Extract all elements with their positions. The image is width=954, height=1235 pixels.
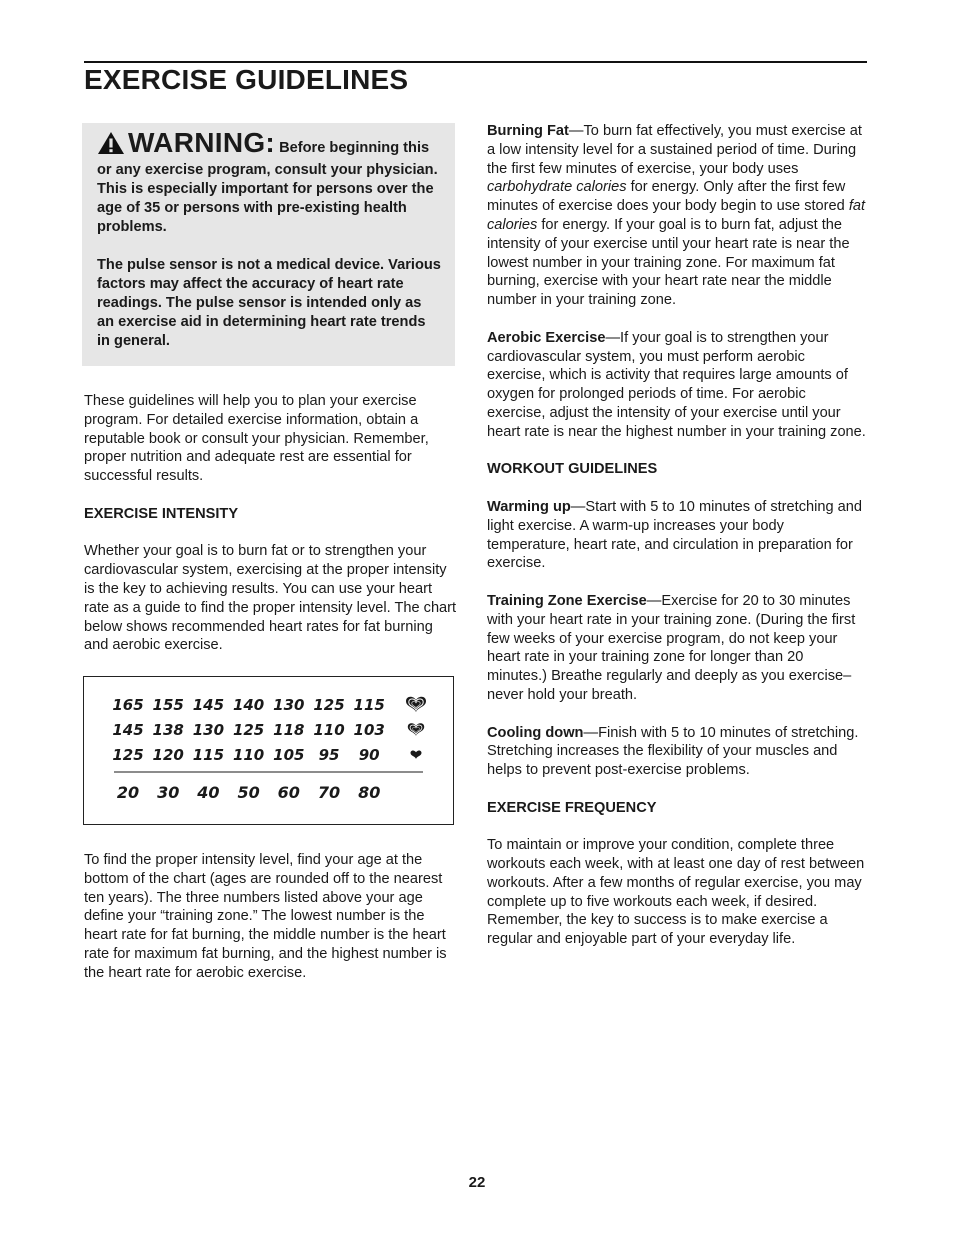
heart-rate-value: 90 — [358, 746, 380, 764]
warming-up-text: —Start with 5 to 10 minutes of stretching and light exercise. A warm-up increases your body temperature, heart rate, and circulation in preparation for exercise. — [487, 498, 862, 572]
heart-rate-value: 125 — [112, 746, 144, 764]
heart-rate-value: 130 — [192, 721, 225, 739]
warning-label: WARNING: — [128, 127, 276, 158]
page-title: EXERCISE GUIDELINES — [84, 64, 409, 95]
heart-small-icon — [411, 750, 422, 758]
cooling-down-lead: Cooling down — [487, 724, 584, 741]
aerobic-text: —If your goal is to strengthen your cardiovascular system, you must perform aerobic exercise, which is activity that requires large amounts of oxygen for prolonged periods of time. For aerobic exercise, adjust the intensity of your exercise until your heart rate is near the highest number in your training zone. — [487, 329, 866, 440]
heart-rate-value: 165 — [112, 696, 144, 714]
frequency-paragraph: To maintain or improve your condition, complete three workouts each week, with at least one day of rest between workouts. After a few months of regular exercise, you may complete up to five workouts each week, if desired. Remember, the key to success is to make exercise a regular and enjoyable part of your everyday life. — [487, 837, 865, 948]
heart-rate-value: 130 — [273, 696, 305, 714]
age-label: 50 — [237, 783, 260, 802]
exercise-intensity-heading: EXERCISE INTENSITY — [84, 505, 239, 522]
cooling-down-text: —Finish with 5 to 10 minutes of stretching. Stretching increases the flexibility of your muscles and helps to prevent post-exercise problems. — [487, 724, 859, 779]
warning-triangle-icon — [97, 131, 125, 161]
warning-text-2: The pulse sensor is not a medical device. Various factors may affect the accuracy of heart rate readings. The pulse sensor is intended only as an exercise aid in determining heart rate trends in general. — [97, 256, 441, 349]
heart-rate-chart — [83, 676, 454, 825]
heart-rate-value: 155 — [152, 696, 184, 714]
heart-rate-value: 110 — [313, 721, 345, 739]
heart-rate-value: 125 — [313, 696, 345, 714]
burning-fat-text-1: —To burn fat effectively, you must exercise at a low intensity level for a sustained period of time. During the first few minutes of exercise, your body uses — [487, 123, 862, 177]
aerobic-paragraph — [487, 329, 867, 442]
age-label: 80 — [358, 783, 381, 802]
right-column — [487, 122, 867, 968]
fat-calories-term: fat calories — [487, 198, 866, 233]
warning-box — [82, 123, 455, 366]
heart-rate-value: 125 — [232, 721, 265, 739]
warning-text-1: Before beginning this or any exercise program, consult your physician. This is especially important for persons over the age of 35 or persons with pre-existing health problems. — [97, 140, 438, 235]
heart-rate-value: 138 — [152, 721, 184, 739]
top-rule — [84, 61, 867, 63]
aerobic-lead: Aerobic Exercise — [487, 329, 606, 346]
heart-rate-value: 110 — [232, 746, 265, 764]
after-chart-paragraph: To find the proper intensity level, find your age at the bottom of the chart (ages are rounded off to the nearest ten years). The three numbers listed above your age define your “training zone.” The lowest number is the heart rate for fat burning, the middle number is the heart rate for maximum fat burning, and the highest number is the heart rate for aerobic exercise. — [84, 852, 447, 981]
heart-large-icon — [406, 697, 426, 712]
left-column-lower — [84, 851, 458, 1001]
burning-fat-text-3: for energy. If your goal is to burn fat, adjust the intensity of your exercise until your heart rate is near the lowest number in your training zone. For maximum fat burning, exercise with your heart rate near the middle number in your training zone. — [487, 216, 850, 309]
heart-rate-value: 105 — [273, 746, 305, 764]
heart-rate-value: 145 — [192, 696, 225, 714]
cooling-down-paragraph — [487, 724, 867, 780]
intro-paragraph: These guidelines will help you to plan your exercise program. For detailed exercise information, obtain a reputable book or consult your physician. Remember, proper nutrition and adequate rest are essential for successful results. — [84, 393, 429, 485]
warning-paragraph-1 — [97, 127, 441, 237]
heart-rate-value: 120 — [152, 746, 184, 764]
age-label: 70 — [317, 783, 341, 802]
heart-rate-chart-svg — [84, 677, 455, 826]
warming-up-paragraph — [487, 498, 867, 573]
page-number: 22 — [468, 1174, 486, 1191]
warming-up-lead: Warming up — [487, 498, 571, 515]
carbohydrate-calories-term: carbohydrate calories — [487, 179, 627, 196]
training-zone-paragraph — [487, 592, 867, 705]
burning-fat-lead: Burning Fat — [487, 123, 569, 139]
heart-rate-value: 95 — [318, 746, 340, 764]
heart-rate-value: 145 — [112, 721, 144, 739]
heart-rate-value: 115 — [192, 746, 225, 764]
heart-rate-value: 103 — [353, 721, 385, 739]
training-zone-text: —Exercise for 20 to 30 minutes with your heart rate in your training zone. (During the first few weeks of your exercise program, do not keep your heart rate in your training zone for longer than 20 minutes.) Breathe regularly and deeply as you exercise–never hold your breath. — [487, 592, 856, 703]
age-label: 30 — [157, 783, 180, 802]
burning-fat-text-2: for energy. Only after the first few minutes of exercise does your body begin to use stored — [487, 179, 849, 215]
heart-rate-value: 115 — [353, 696, 385, 714]
training-zone-lead: Training Zone Exercise — [487, 592, 647, 609]
heart-medium-icon — [408, 723, 424, 736]
burning-fat-paragraph — [487, 122, 867, 310]
age-label: 20 — [116, 783, 140, 802]
intensity-paragraph: Whether your goal is to burn fat or to strengthen your cardiovascular system, exercising at the proper intensity is the key to achieving results. You can use your heart rate as a guide to find the proper intensity level. The chart below shows recommended heart rates for fat burning and aerobic exercise. — [84, 543, 457, 654]
exercise-frequency-heading: EXERCISE FREQUENCY — [487, 799, 657, 816]
heart-rate-value: 118 — [273, 721, 305, 739]
left-column — [84, 392, 458, 674]
age-label: 40 — [197, 783, 220, 802]
workout-guidelines-heading: WORKOUT GUIDELINES — [487, 461, 658, 478]
age-label: 60 — [277, 783, 300, 802]
heart-rate-value: 140 — [232, 696, 265, 714]
